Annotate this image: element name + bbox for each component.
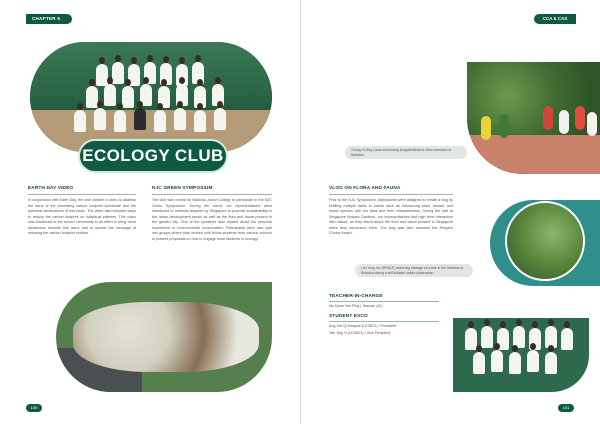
photo-person bbox=[545, 352, 557, 374]
photo-person bbox=[527, 350, 539, 372]
photo-person bbox=[499, 114, 509, 138]
section-tab: CCA & CAS bbox=[534, 14, 576, 24]
photo-person bbox=[94, 108, 106, 130]
photo-person bbox=[473, 352, 485, 374]
club-group-photo bbox=[30, 42, 272, 152]
photo-caption-top: Chong Yu Ang Lucas introducing bougainvilleas to other members of Botanica bbox=[345, 146, 467, 159]
photo-person bbox=[587, 112, 597, 136]
exco-member: Tan Jing Yi (LE3D01) / Vice President bbox=[329, 331, 391, 335]
photo-person bbox=[134, 108, 146, 130]
photo-ground bbox=[467, 135, 600, 174]
vlog-heading: VLOG ON FLORA AND FAUNA bbox=[329, 186, 401, 191]
chapter-tab: CHAPTER 5 bbox=[26, 14, 72, 24]
photo-person bbox=[559, 110, 569, 134]
photo-person bbox=[561, 328, 573, 350]
photo-person bbox=[96, 64, 108, 86]
student-group-photo bbox=[453, 318, 589, 392]
club-title: ECOLOGY CLUB bbox=[78, 139, 228, 173]
page-number: 150 bbox=[26, 404, 42, 412]
teacher-name: Ms Dorie Yen Ping | Teacher (IC) bbox=[329, 304, 383, 308]
exco-heading: STUDENT EXCO bbox=[329, 314, 368, 319]
botanica-photo bbox=[467, 62, 600, 174]
section-divider bbox=[28, 194, 136, 195]
photo-person bbox=[481, 326, 493, 348]
photo-person bbox=[154, 110, 166, 132]
exco-member: Ang Kai Qi Dwayne (LE3E01) / President bbox=[329, 324, 397, 328]
section-divider bbox=[152, 194, 272, 195]
photo-person bbox=[543, 106, 553, 130]
teacher-heading: TEACHER-IN-CHARGE bbox=[329, 294, 383, 299]
photo-person bbox=[122, 86, 134, 108]
photo-person bbox=[114, 110, 126, 132]
vlog-text: Prior to the NJC Symposium, participants were assigned to create a vlog by fulfilling multiple tasks in nature such as introducing plant, animal, and insect species with fun facts and their characteristics. During the visit at Singapore Botanic Gardens, our representatives had high level interaction with nature, as they learnt about the flora and fauna present in Singapore when they introduced them. The vlog was later awarded the Peoples Choice Award. bbox=[329, 198, 453, 235]
observation-photo bbox=[505, 201, 585, 281]
right-page bbox=[300, 0, 600, 424]
page-number: 151 bbox=[558, 404, 574, 412]
section-divider bbox=[329, 321, 439, 322]
photo-crowd bbox=[73, 302, 259, 372]
earth-day-text: In conjunction with Earth Day, the club created a video to address the issue of the increasing carbon footprint worldwide and the potential ramifications of this issue. The video also included ways to reduce the carbon footprint on individual eateries. This video was broadcast to the school community in an effort to bring more awareness towards this issue and to spread the message of reducing the carbon footprint entitled. bbox=[28, 198, 136, 235]
earth-day-heading: EARTH DAY VIDEO bbox=[28, 186, 74, 191]
section-divider bbox=[329, 301, 439, 302]
photo-person bbox=[174, 108, 186, 130]
njc-symposium-heading: NJC GREEN SYMPOSIUM bbox=[152, 186, 213, 191]
photo-person bbox=[112, 62, 124, 84]
photo-person bbox=[491, 350, 503, 372]
photo-caption-bottom: Loh Yong Jun (HEN1F) observing damage on a tree in the Gardens of Botanica during a self-initiated nature observation bbox=[355, 264, 473, 277]
photo-person bbox=[214, 108, 226, 130]
photo-person bbox=[481, 116, 491, 140]
photo-person bbox=[575, 106, 585, 130]
photo-person bbox=[104, 84, 116, 106]
photo-person bbox=[194, 110, 206, 132]
photo-person bbox=[74, 110, 86, 132]
photo-person bbox=[509, 352, 521, 374]
section-divider bbox=[329, 194, 453, 195]
assembly-group-photo bbox=[56, 282, 272, 392]
njc-symposium-text: The club was invited by National Junior College to participate in the NJC Green Symposium. During the event, our representatives were introduced to methods adopted by Singapore to promote sustainability in the urban development sector as well as the flora and fauna present in the garden city. One of the speakers also shared about his personal experience in environmental conservation. Participants were also split into groups where they worked with fellow students from various schools to present proposals on how to engage more students in ecology. bbox=[152, 198, 272, 241]
